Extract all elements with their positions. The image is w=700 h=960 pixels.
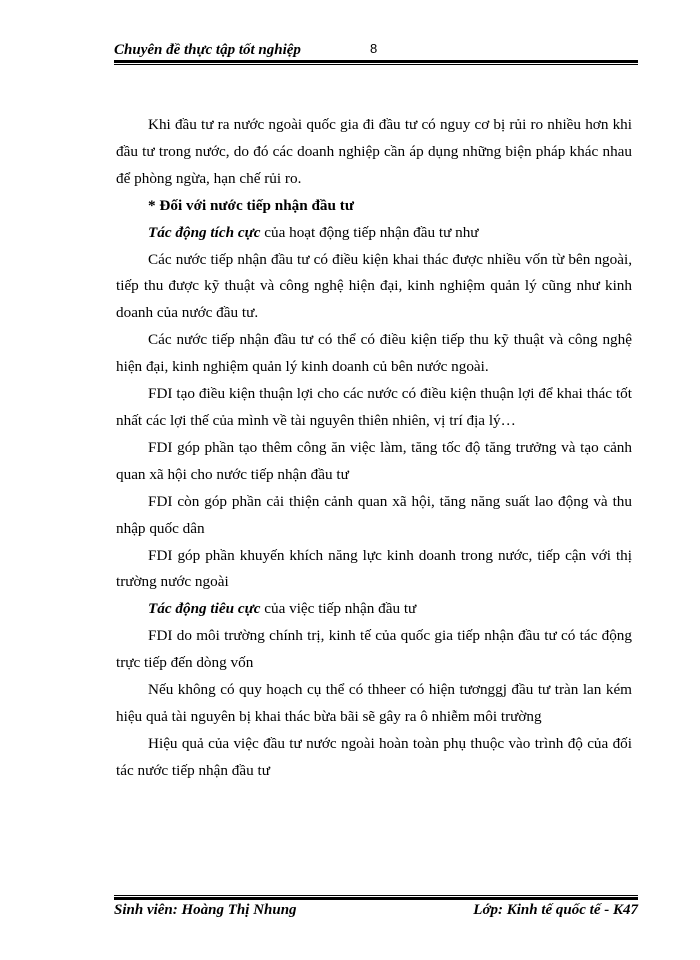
- header-rule-thick: [114, 60, 638, 63]
- footer-rule-thin: [114, 895, 638, 896]
- section-heading: * Đối với nước tiếp nhận đầu tư: [148, 196, 354, 214]
- paragraph: Các nước tiếp nhận đầu tư có thể có điều kiện tiếp thu kỹ thuật và công nghệ hiện đại, kinh nghiệm quản lý kinh doanh củ bên nước ngoài.: [116, 331, 632, 376]
- paragraph: Khi đầu tư ra nước ngoài quốc gia đi đầu tư có nguy cơ bị rủi ro nhiều hơn khi đầu tư trong nước, do đó các doanh nghiệp cần áp dụng những biện pháp khác nhau để phòng ngừa, hạn chế rủi ro.: [116, 116, 632, 187]
- page-number: 8: [370, 41, 378, 56]
- paragraph: FDI tạo điều kiện thuận lợi cho các nước có điều kiện thuận lợi để khai thác tốt nhất các lợi thế của mình về tài nguyên thiên nhiên, vị trí địa lý…: [116, 385, 632, 429]
- paragraph-text: của việc tiếp nhận đầu tư: [260, 600, 417, 618]
- emphasis-negative-impacts: Tác động tiêu cực: [148, 600, 261, 618]
- paragraph: FDI góp phần khuyến khích năng lực kinh doanh trong nước, tiếp cận với thị trường nước ngoài: [116, 546, 632, 591]
- paragraph: [116, 596, 632, 623]
- paragraph: FDI do môi trường chính trị, kinh tế của quốc gia tiếp nhận đầu tư có tác động trực tiếp đến dòng vốn: [116, 627, 632, 672]
- footer-student: Sinh viên: Hoàng Thị Nhung: [114, 902, 297, 918]
- paragraph: FDI còn góp phần cải thiện cảnh quan xã hội, tăng năng suất lao động và thu nhập quốc dân: [116, 492, 632, 537]
- paragraph: Hiệu quả của việc đầu tư nước ngoài hoàn toàn phụ thuộc vào trình độ của đối tác nước tiếp nhận đầu tư: [116, 734, 632, 779]
- footer-rule-thick: [114, 897, 638, 900]
- paragraph: FDI góp phần tạo thêm công ăn việc làm, tăng tốc độ tăng trưởng và tạo cảnh quan xã hội cho nước tiếp nhận đầu tư: [116, 438, 632, 483]
- header-title: Chuyên đề thực tập tốt nghiệp: [114, 42, 301, 58]
- document-body: [116, 112, 632, 785]
- paragraph: Các nước tiếp nhận đầu tư có điều kiện khai thác được nhiều vốn từ bên ngoài, tiếp thu được kỹ thuật và công nghệ hiện đại, kinh nghiệm quản lý cũng như kinh doanh của nước đầu tư.: [116, 250, 632, 322]
- emphasis-positive-impacts: Tác động tích cực: [148, 223, 261, 241]
- footer-class: Lớp: Kinh tế quốc tế - K47: [473, 902, 638, 918]
- paragraph-text: của hoạt động tiếp nhận đầu tư như: [260, 223, 479, 241]
- paragraph: [116, 220, 632, 247]
- paragraph: Nếu không có quy hoạch cụ thể có thheer có hiện tươnggj đầu tư tràn lan kém hiệu quả tài nguyên bị khai thác bừa bãi sẽ gây ra ô nhiễm môi trường: [116, 681, 632, 725]
- header-rule-thin: [114, 64, 638, 65]
